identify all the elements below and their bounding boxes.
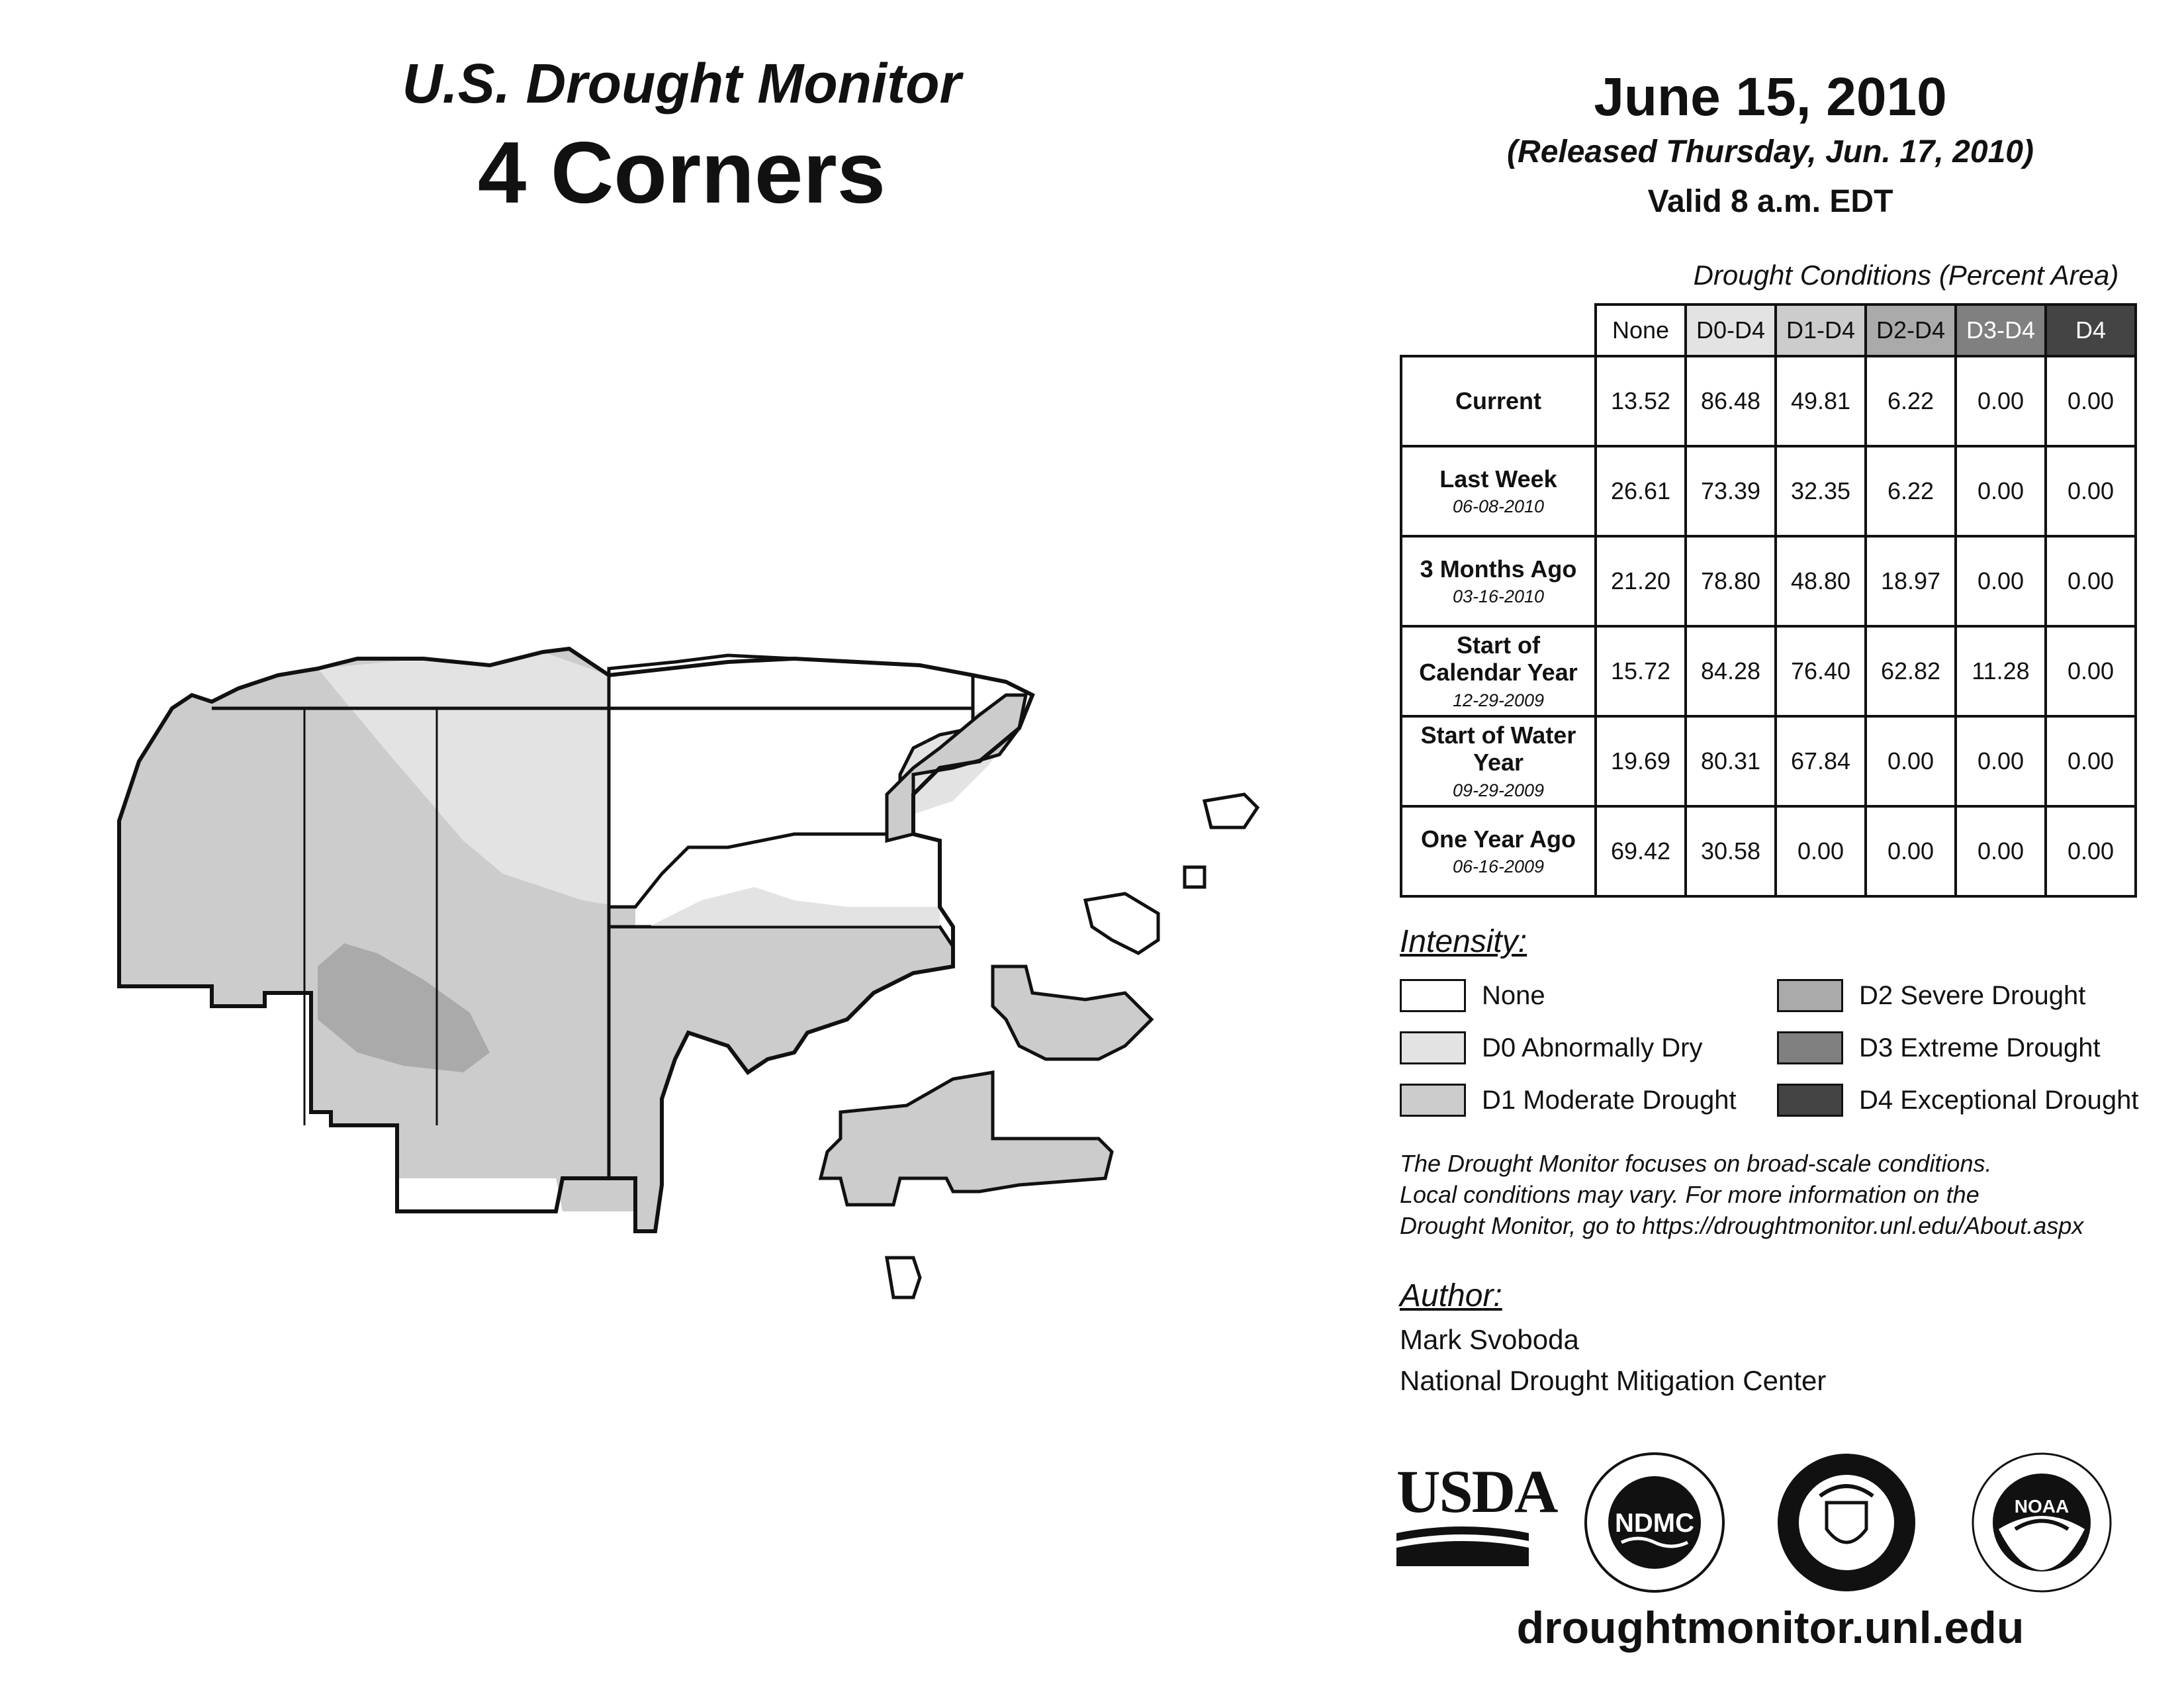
table-cell: 0.00	[1956, 446, 2046, 536]
noaa-logo	[1969, 1450, 2115, 1595]
row-label-text: Start of Calendar Year	[1419, 632, 1578, 686]
legend-item-d0	[1400, 1031, 1702, 1065]
col-header: D4	[2046, 305, 2136, 356]
col-header: D3-D4	[1956, 305, 2046, 356]
table-cell: 62.82	[1866, 626, 1956, 716]
table-cell: 0.00	[2046, 806, 2136, 896]
legend-item-d2	[1777, 978, 2085, 1013]
legend-label: D3 Extreme Drought	[1859, 1033, 2101, 1062]
table-cell: 73.39	[1686, 446, 1776, 536]
table-cell: 6.22	[1866, 356, 1956, 446]
table-row	[1401, 446, 2136, 536]
disclaimer-line: The Drought Monitor focuses on broad-scale conditions.	[1400, 1150, 1992, 1177]
valid-time: Valid 8 a.m. EDT	[1647, 184, 1893, 220]
table-cell: 76.40	[1776, 626, 1866, 716]
legend-label: D0 Abnormally Dry	[1482, 1033, 1703, 1062]
col-header: None	[1596, 305, 1686, 356]
legend-item-none	[1400, 978, 1545, 1013]
table-row	[1401, 806, 2136, 896]
table-cell: 26.61	[1596, 446, 1686, 536]
map-date: June 15, 2010	[1594, 67, 1947, 127]
table-body	[1401, 356, 2136, 896]
legend-label: None	[1482, 980, 1545, 1010]
commerce-seal	[1774, 1450, 1919, 1595]
legend-swatch	[1777, 1031, 1843, 1064]
region-d0-east	[649, 887, 940, 927]
map-title-block	[251, 53, 1112, 226]
table-cell: 0.00	[1956, 806, 2046, 896]
legend-swatch	[1400, 979, 1466, 1012]
table-cell: 78.80	[1686, 536, 1776, 626]
col-header: D1-D4	[1776, 305, 1866, 356]
row-label	[1401, 716, 1596, 806]
row-label-text: Current	[1455, 387, 1541, 415]
table-cell: 49.81	[1776, 356, 1866, 446]
row-date: 06-08-2010	[1452, 496, 1545, 517]
row-label-text: Start of Water Year	[1420, 722, 1576, 776]
legend-swatch	[1777, 979, 1843, 1012]
region-d1-se	[993, 966, 1152, 1059]
table-row	[1401, 716, 2136, 806]
row-date: 06-16-2009	[1452, 857, 1545, 877]
row-label	[1401, 626, 1596, 716]
col-header: D2-D4	[1866, 305, 1956, 356]
row-label	[1401, 446, 1596, 536]
legend-title: Intensity:	[1400, 924, 1527, 959]
header-corner	[1401, 305, 1596, 356]
table-cell: 0.00	[2046, 536, 2136, 626]
table-cell: 0.00	[1776, 806, 1866, 896]
table-cell: 32.35	[1776, 446, 1866, 536]
table-cell: 0.00	[1866, 806, 1956, 896]
island-1	[1205, 794, 1257, 827]
website-url[interactable]: droughtmonitor.unl.edu	[1516, 1603, 2025, 1653]
row-label	[1401, 356, 1596, 446]
legend-swatch	[1400, 1084, 1466, 1117]
legend-item-d4	[1777, 1083, 2138, 1117]
table-cell: 67.84	[1776, 716, 1866, 806]
legend-label: D2 Severe Drought	[1859, 980, 2086, 1010]
table-cell: 15.72	[1596, 626, 1686, 716]
row-label	[1401, 536, 1596, 626]
legend-label: D4 Exceptional Drought	[1859, 1085, 2139, 1115]
legend-swatch	[1777, 1084, 1843, 1117]
table-cell: 86.48	[1686, 356, 1776, 446]
legend-label: D1 Moderate Drought	[1482, 1085, 1737, 1115]
disclaimer-line: Local conditions may vary. For more information on the	[1400, 1180, 1979, 1208]
col-header: D0-D4	[1686, 305, 1776, 356]
drought-conditions-table	[1400, 303, 2137, 898]
region-d1-south	[821, 1072, 1112, 1205]
row-date: 12-29-2009	[1452, 690, 1545, 710]
table-row	[1401, 626, 2136, 716]
drought-map	[93, 596, 1304, 1344]
table-cell: 18.97	[1866, 536, 1956, 626]
ndmc-logo	[1582, 1450, 1727, 1595]
table-cell: 0.00	[2046, 356, 2136, 446]
author-title: Author:	[1400, 1278, 1502, 1313]
table-cell: 0.00	[2046, 626, 2136, 716]
table-row	[1401, 356, 2136, 446]
table-cell: 0.00	[1866, 716, 1956, 806]
row-date: 03-16-2010	[1452, 586, 1545, 607]
table-cell: 0.00	[1956, 356, 2046, 446]
table-cell: 48.80	[1776, 536, 1866, 626]
row-label-text: One Year Ago	[1420, 825, 1576, 853]
table-header-row	[1401, 305, 2136, 356]
table-cell: 11.28	[1956, 626, 2046, 716]
legend-item-d1	[1400, 1083, 1737, 1117]
table-cell: 0.00	[2046, 716, 2136, 806]
disclaimer-line: Drought Monitor, go to https://droughtmonitor.unl.edu/About.aspx	[1400, 1211, 2084, 1239]
map-title: U.S. Drought Monitor	[402, 52, 962, 115]
row-label-text: 3 Months Ago	[1420, 555, 1577, 583]
author-org: National Drought Mitigation Center	[1400, 1365, 1827, 1396]
usda-logo-mark	[1396, 1526, 1529, 1566]
disclaimer	[1400, 1149, 2161, 1241]
table-cell: 0.00	[1956, 536, 2046, 626]
release-date: (Released Thursday, Jun. 17, 2010)	[1507, 134, 2034, 170]
table-cell: 30.58	[1686, 806, 1776, 896]
island-3	[1085, 894, 1158, 953]
ndmc-logo-text: NDMC	[1615, 1509, 1694, 1538]
table-cell: 13.52	[1596, 356, 1686, 446]
date-block	[1423, 66, 2118, 220]
row-date: 09-29-2009	[1452, 780, 1545, 800]
table-cell: 84.28	[1686, 626, 1776, 716]
row-label	[1401, 806, 1596, 896]
table-cell: 0.00	[1956, 716, 2046, 806]
table-cell: 80.31	[1686, 716, 1776, 806]
usda-logo	[1396, 1456, 1557, 1570]
table-row	[1401, 536, 2136, 626]
author-name: Mark Svoboda	[1400, 1324, 1579, 1355]
noaa-logo-text: NOAA	[2014, 1496, 2070, 1517]
legend-swatch	[1400, 1031, 1466, 1064]
table-cell: 0.00	[2046, 446, 2136, 536]
table-caption: Drought Conditions (Percent Area)	[1693, 259, 2119, 291]
row-label-text: Last Week	[1439, 465, 1557, 492]
legend-item-d3	[1777, 1031, 2101, 1065]
table-cell: 19.69	[1596, 716, 1686, 806]
island-4	[887, 1258, 920, 1297]
table-cell: 21.20	[1596, 536, 1686, 626]
island-2	[1185, 867, 1205, 887]
region-name: 4 Corners	[477, 124, 886, 222]
table-cell: 6.22	[1866, 446, 1956, 536]
table-cell: 69.42	[1596, 806, 1686, 896]
usda-logo-text: USDA	[1396, 1458, 1557, 1525]
